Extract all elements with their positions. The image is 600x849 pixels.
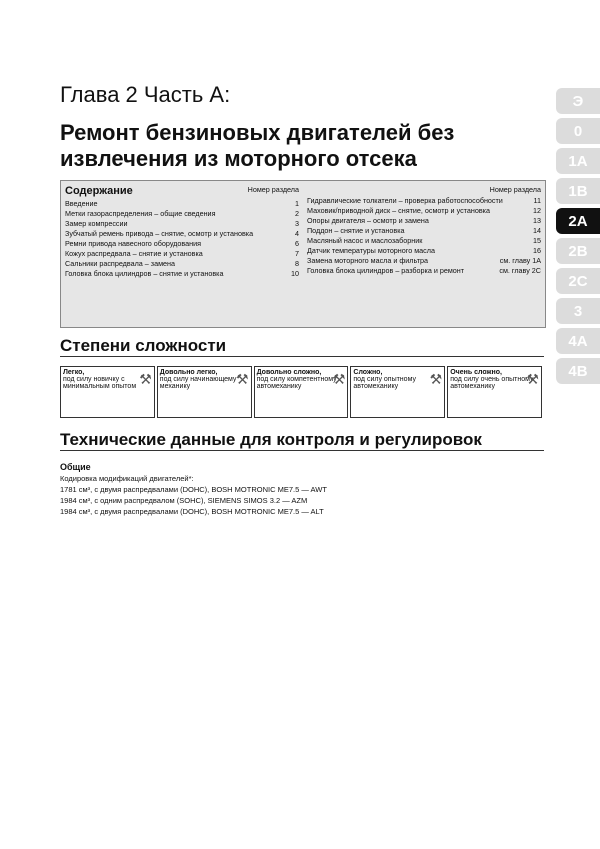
section-number-label: Номер раздела — [247, 185, 299, 194]
difficulty-levels — [60, 366, 544, 418]
difficulty-desc: под силу опытному автомеханику — [353, 376, 416, 390]
contents-item-number: 15 — [533, 236, 541, 245]
contents-item-number: 3 — [295, 219, 299, 228]
spanner-icon: ⚒ — [139, 371, 152, 387]
contents-left-column — [65, 185, 299, 279]
contents-item-number: см. главу 2C — [499, 266, 541, 275]
contents-item — [307, 206, 541, 216]
spanner-icon: ⚒ — [429, 371, 443, 387]
section-number-label-right: Номер раздела — [489, 185, 541, 194]
contents-item — [307, 196, 541, 206]
contents-item — [65, 209, 299, 219]
difficulty-desc: под силу новичку с минимальным опытом — [63, 376, 137, 390]
contents-item — [65, 269, 299, 279]
contents-item-title: Головка блока цилиндров – снятие и установка — [65, 269, 224, 278]
contents-item — [65, 219, 299, 229]
contents-item-number: 1 — [295, 199, 299, 208]
page-title: Ремонт бензиновых двигателей без извлечения из моторного отсека — [60, 120, 455, 171]
chapter-tab[interactable]: 0 — [556, 118, 600, 144]
contents-item-number: 2 — [295, 209, 299, 218]
contents-heading: Содержание — [65, 185, 133, 197]
chapter-tab[interactable]: 1A — [556, 148, 600, 174]
contents-header — [65, 185, 299, 197]
contents-item-title: Замер компрессии — [65, 219, 128, 228]
difficulty-level — [157, 366, 252, 418]
contents-item-title: Введение — [65, 199, 98, 208]
contents-item-number: 7 — [295, 249, 299, 258]
chapter-tab[interactable]: 2C — [556, 268, 600, 294]
contents-item-title: Гидравлические толкатели – проверка работоспособности — [307, 196, 503, 205]
tech-line: Кодировка модификаций двигателей*: — [60, 474, 194, 483]
difficulty-desc: под силу начинающему механику — [159, 376, 237, 390]
contents-item-number: 10 — [291, 269, 299, 278]
chapter-tab[interactable]: 4A — [556, 328, 600, 354]
contents-item-number: 8 — [295, 259, 299, 268]
contents-item-title: Поддон – снятие и установка — [307, 226, 405, 235]
difficulty-desc: под силу компетентному автомеханику — [256, 376, 337, 390]
difficulty-level — [350, 366, 445, 418]
chapter-tab[interactable]: 2B — [556, 238, 600, 264]
contents-item-number: 11 — [533, 196, 541, 205]
chapter-tab[interactable]: 1B — [556, 178, 600, 204]
chapter-tabs — [556, 88, 600, 388]
tech-line: 1984 см³, с одним распредвалом (SOHC), SIEMENS SIMOS 3.2 — AZM — [60, 496, 308, 505]
contents-header-right — [307, 185, 541, 194]
contents-item-title: Ремни привода навесного оборудования — [65, 239, 201, 248]
contents-item — [307, 226, 541, 236]
contents-item — [65, 259, 299, 269]
contents-item-title: Метки газораспределения – общие сведения — [65, 209, 216, 218]
tech-general-heading: Общие — [60, 462, 91, 472]
chapter-label: Глава 2 Часть A: — [60, 82, 231, 107]
spanner-icon: ⚒ — [236, 371, 249, 387]
difficulty-title: Сложно, — [353, 369, 383, 376]
contents-item — [65, 249, 299, 259]
contents-item-number: 16 — [533, 246, 541, 255]
contents-box — [60, 180, 546, 328]
contents-item-title: Маховик/приводной диск – снятие, осмотр и установка — [307, 206, 490, 215]
contents-item — [65, 229, 299, 239]
contents-item-number: 6 — [295, 239, 299, 248]
contents-item — [307, 266, 541, 276]
contents-item — [307, 246, 541, 256]
contents-item-title: Замена моторного масла и фильтра — [307, 256, 428, 265]
tech-data — [60, 462, 360, 517]
chapter-tab[interactable]: 3 — [556, 298, 600, 324]
contents-item — [307, 256, 541, 266]
difficulty-title: Очень сложно, — [450, 369, 502, 376]
contents-right-column — [307, 185, 541, 276]
contents-item-title: Датчик температуры моторного масла — [307, 246, 435, 255]
contents-item-number: см. главу 1A — [499, 256, 541, 265]
difficulty-level — [254, 366, 349, 418]
contents-item-title: Сальники распредвала – замена — [65, 259, 175, 268]
chapter-tab[interactable]: 4B — [556, 358, 600, 384]
contents-item-title: Опоры двигателя – осмотр и замена — [307, 216, 429, 225]
tech-heading: Технические данные для контроля и регулировок — [60, 430, 544, 451]
spanner-icon: ⚒ — [332, 371, 346, 387]
difficulty-level — [60, 366, 155, 418]
contents-item-number: 4 — [295, 229, 299, 238]
difficulty-heading: Степени сложности — [60, 336, 544, 357]
contents-item-number: 13 — [533, 216, 541, 225]
contents-item-number: 14 — [533, 226, 541, 235]
spanner-icon: ⚒ — [526, 371, 539, 387]
contents-item — [307, 216, 541, 226]
difficulty-level — [447, 366, 542, 418]
contents-item-title: Кожух распредвала – снятие и установка — [65, 249, 203, 258]
contents-item-title: Головка блока цилиндров – разборка и ремонт — [307, 266, 465, 275]
difficulty-title: Довольно сложно, — [256, 369, 322, 376]
difficulty-title: Довольно легко, — [159, 369, 218, 376]
contents-item-title: Масляный насос и маслозаборник — [307, 236, 423, 245]
contents-item-number: 12 — [533, 206, 541, 215]
chapter-tab[interactable]: 2A — [556, 208, 600, 234]
tech-line: 1984 см³, с двумя распредвалами (DOHC), BOSH MOTRONIC ME7.5 — ALT — [60, 507, 324, 516]
difficulty-desc: под силу очень опытному автомеханику — [450, 376, 534, 390]
contents-item — [65, 239, 299, 249]
tech-line: 1781 см³, с двумя распредвалами (DOHC), BOSH MOTRONIC ME7.5 — AWT — [60, 485, 327, 494]
difficulty-title: Легко, — [63, 369, 85, 376]
contents-item — [65, 199, 299, 209]
contents-item-title: Зубчатый ремень привода – снятие, осмотр и установка — [65, 229, 254, 238]
chapter-tab[interactable]: Э — [556, 88, 600, 114]
contents-item — [307, 236, 541, 246]
